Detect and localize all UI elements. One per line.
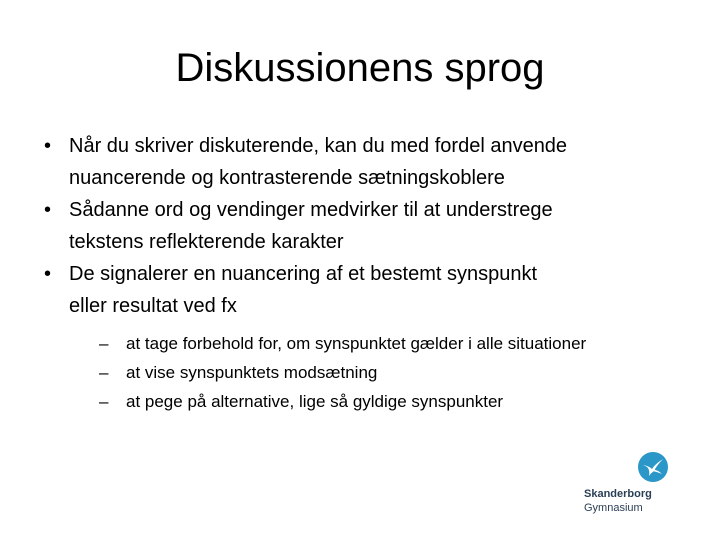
sub-bullet-item [69, 329, 684, 358]
bullet-text-line: nuancerende og kontrasterende sætningskoblere [69, 167, 505, 189]
bullet-text-line: De signalerer en nuancering af et bestemt synspunkt [69, 263, 538, 285]
logo-name: Skanderborg [584, 488, 652, 500]
sub-bullet-marker: – [99, 392, 109, 411]
bullet-item [44, 194, 684, 258]
sub-bullet-marker: – [99, 363, 109, 382]
bullet-text-line: Når du skriver diskuterende, kan du med fordel anvende [69, 135, 568, 157]
bullet-item [44, 258, 684, 416]
school-logo [578, 450, 678, 520]
logo-subtitle: Gymnasium [584, 502, 643, 514]
sub-bullet-text: at tage forbehold for, om synspunktet gælder i alle situationer [126, 334, 587, 353]
bullet-marker: • [44, 135, 52, 157]
bullet-text-line: tekstens reflekterende karakter [69, 231, 344, 253]
sub-bullet-text: at vise synspunktets modsætning [126, 363, 378, 382]
bullet-marker: • [44, 199, 52, 221]
bullet-item [44, 130, 684, 194]
sub-bullet-marker: – [99, 334, 109, 353]
bird-icon [638, 452, 668, 482]
sub-bullet-item [69, 387, 684, 416]
bullet-list [44, 130, 684, 416]
sub-bullet-list [69, 329, 684, 416]
bullet-marker: • [44, 263, 52, 285]
bullet-text-line: eller resultat ved fx [69, 295, 237, 317]
slide-title: Diskussionens sprog [175, 46, 545, 90]
sub-bullet-text: at pege på alternative, lige så gyldige synspunkter [126, 392, 504, 411]
sub-bullet-item [69, 358, 684, 387]
bullet-text-line: Sådanne ord og vendinger medvirker til at understrege [69, 199, 553, 221]
